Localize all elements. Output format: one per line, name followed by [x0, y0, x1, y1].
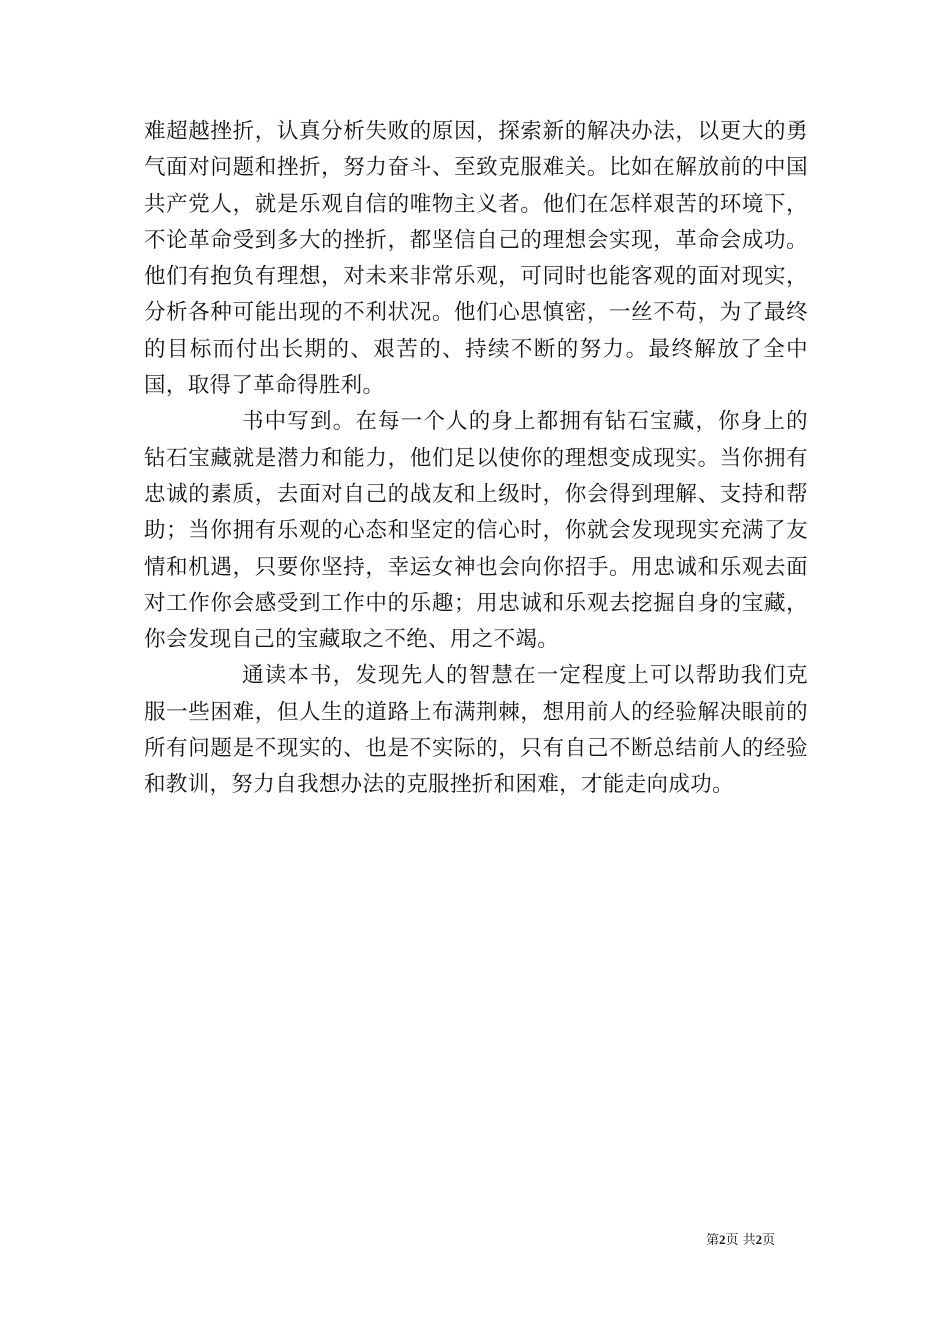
paragraph-1: 难超越挫折，认真分析失败的原因，探索新的解决办法，以更大的勇气面对问题和挫折，努力奋斗、至致克服难关。比如在解放前的中国共产党人，就是乐观自信的唯物主义者。他们在怎样艰苦的环境下，不论革命受到多大的挫折，都坚信自己的理想会实现，革命会成功。他们有抱负有理想，对未来非常乐观，可同时也能客观的面对现实，分析各种可能出现的不利状况。他们心思慎密，一丝不苟，为了最终的目标而付出长期的、艰苦的、持续不断的努力。最终解放了全中国，取得了革命得胜利。 — [144, 119, 808, 399]
body-text — [144, 114, 808, 804]
current-page-number: 2 — [719, 1232, 726, 1247]
footer-mid: 页 共 — [725, 1233, 756, 1248]
page-footer — [706, 1231, 816, 1250]
paragraph-2: 书中写到。在每一个人的身上都拥有钻石宝藏，你身上的钻石宝藏就是潜力和能力，他们足以使你的理想变成现实。当你拥有忠诚的素质，去面对自己的战友和上级时，你会得到理解、支持和帮助；当你拥有乐观的心态和坚定的信心时，你就会发现现实充满了友情和机遇，只要你坚持，幸运女神也会向你招手。用忠诚和乐观去面对工作你会感受到工作中的乐趣；用忠诚和乐观去挖掘自身的宝藏，你会发现自己的宝藏取之不绝、用之不竭。 — [144, 409, 808, 653]
total-page-number: 2 — [755, 1232, 763, 1247]
footer-suffix: 页 — [762, 1233, 776, 1248]
paragraph-3: 通读本书，发现先人的智慧在一定程度上可以帮助我们克服一些困难，但人生的道路上布满荆棘，想用前人的经验解决眼前的所有问题是不现实的、也是不实际的，只有自己不断总结前人的经验和教训，努力自我想办法的克服挫折和困难，才能走向成功。 — [144, 663, 808, 798]
footer-prefix: 第 — [706, 1233, 720, 1248]
